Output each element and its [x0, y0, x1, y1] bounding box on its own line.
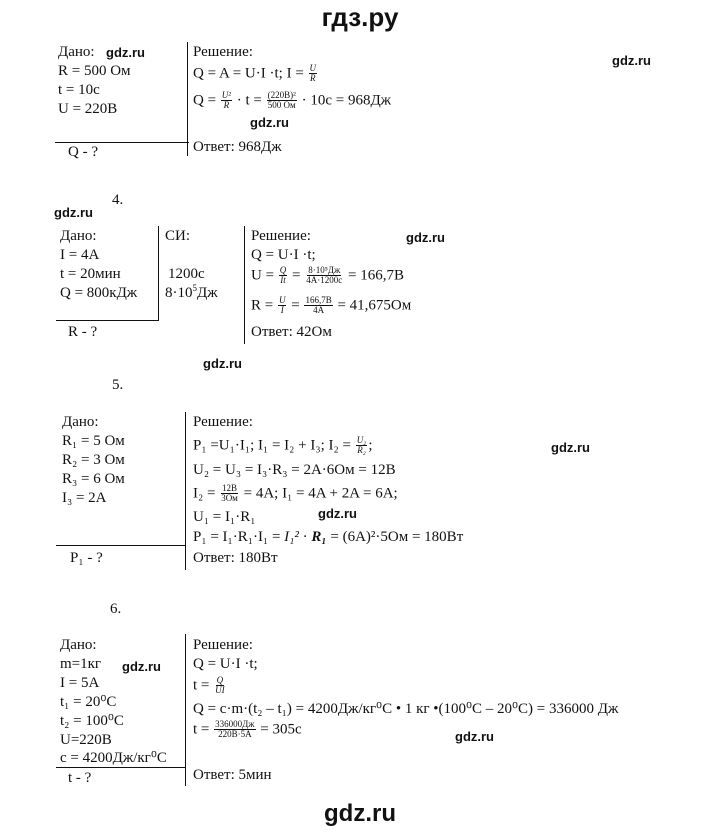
given-value: I = 4A: [60, 247, 100, 263]
formula-text: ·: [298, 529, 312, 545]
fraction: [214, 676, 226, 696]
formula-text: = (6A)²·5Ом = 180Вт: [326, 529, 464, 545]
formula-line: Q = U·I ·t;: [193, 656, 258, 672]
denominator: 500 Ом: [267, 100, 296, 111]
answer: Ответ: 968Дж: [193, 139, 282, 155]
numerator: Q: [279, 265, 287, 275]
formula-line: [193, 91, 391, 111]
formula-text: t =: [193, 677, 214, 694]
given-value: m=1кг: [60, 656, 102, 672]
denominator: R: [310, 73, 316, 84]
site-footer: gdz.ru: [324, 800, 396, 827]
fraction: [278, 296, 287, 316]
formula-text: Q = A = U·I ·t; I =: [193, 65, 308, 82]
watermark: gdz.ru: [318, 506, 357, 521]
watermark: gdz.ru: [122, 659, 161, 674]
formula-text: I₂ =: [193, 485, 220, 502]
fraction: [356, 436, 368, 456]
formula-text: t =: [193, 721, 214, 738]
si-exponent: 5: [192, 283, 197, 293]
si-text: Дж: [197, 285, 218, 301]
denominator: 4A: [313, 305, 325, 316]
answer: Ответ: 5мин: [193, 767, 272, 783]
watermark: gdz.ru: [203, 356, 242, 371]
formula-line: U₂ = U₃ = I₃·R₃ = 2A·6Ом = 12В: [193, 462, 396, 478]
divider: [56, 767, 186, 768]
watermark: gdz.ru: [250, 115, 289, 130]
formula-line: [193, 720, 302, 740]
watermark: gdz.ru: [455, 729, 494, 744]
find-value: Q - ?: [68, 144, 98, 160]
formula-text: = 41,675Ом: [333, 297, 412, 314]
numerator: U: [309, 63, 317, 73]
solution-label: Решение:: [193, 637, 253, 653]
given-value: R₃ = 6 Ом: [62, 471, 125, 487]
formula-line: [193, 530, 463, 545]
formula-text: I₁²: [284, 529, 299, 545]
fraction: [309, 64, 318, 84]
denominator: R: [223, 100, 230, 111]
divider: [185, 412, 186, 570]
formula-line: [193, 484, 398, 504]
solution-label: Решение:: [251, 228, 311, 244]
fraction: [304, 296, 332, 316]
given-value: Q = 800кДж: [60, 285, 138, 301]
formula-text: U =: [251, 267, 278, 284]
given-value: t₁ = 20⁰С: [60, 694, 117, 710]
fraction: [220, 484, 239, 504]
numerator: (220В)²: [267, 90, 296, 100]
given-value: R₁ = 5 Ом: [62, 433, 125, 449]
site-header: гдз.ру: [321, 2, 399, 32]
formula-text: =: [287, 297, 304, 314]
si-value: [165, 283, 218, 301]
given-value: I = 5A: [60, 675, 100, 691]
formula-text: Q =: [193, 92, 220, 109]
divider: [185, 634, 186, 786]
divider: [55, 142, 189, 143]
formula-line: Q = c·m·(t₂ – t₁) = 4200Дж/кг⁰С • 1 кг •(100⁰С – 20⁰С) = 336000 Дж: [193, 701, 619, 717]
si-label: СИ:: [165, 228, 191, 244]
given-value: I₃ = 2A: [62, 490, 107, 506]
formula-line: [193, 64, 318, 84]
formula-text: R₁: [311, 529, 327, 545]
fraction: [221, 91, 232, 111]
formula-line: Q = U·I ·t;: [251, 247, 316, 263]
numerator: U₂: [356, 435, 367, 445]
si-text: 8·10: [165, 285, 193, 301]
denominator: 220В·5A: [218, 729, 252, 740]
numerator: U: [278, 295, 286, 305]
given-label: Дано:: [58, 44, 95, 60]
solution-label: Решение:: [193, 44, 253, 60]
numerator: 12В: [222, 483, 238, 493]
divider: [56, 320, 158, 321]
answer: Ответ: 42Ом: [251, 324, 332, 340]
formula-text: · t =: [233, 92, 266, 109]
fraction: [214, 720, 255, 740]
watermark: gdz.ru: [612, 53, 651, 68]
denominator: It: [280, 275, 286, 286]
given-label: Дано:: [60, 228, 97, 244]
find-value: t - ?: [68, 770, 92, 786]
si-value: 1200с: [168, 266, 205, 282]
numerator: 336000Дж: [215, 719, 255, 729]
formula-line: [193, 436, 373, 456]
given-value: t = 20мин: [60, 266, 121, 282]
given-value: R₂ = 3 Ом: [62, 452, 125, 468]
numerator: 166,7В: [305, 295, 332, 305]
formula-text: · 10с = 968Дж: [297, 92, 392, 109]
solution-label: Решение:: [193, 414, 253, 430]
problem-number: 4.: [112, 192, 124, 208]
formula-line: U₁ = I₁·R₁: [193, 509, 256, 525]
problem-number: 6.: [110, 601, 122, 617]
divider: [158, 226, 159, 321]
denominator: 4A·1200с: [306, 275, 343, 286]
divider: [187, 42, 188, 156]
fraction: [267, 91, 297, 111]
watermark: gdz.ru: [551, 440, 590, 455]
formula-text: ;: [368, 437, 373, 454]
denominator: R₂: [357, 445, 366, 456]
find-value: R - ?: [68, 324, 98, 340]
watermark: gdz.ru: [406, 230, 445, 245]
formula-line: [251, 296, 411, 316]
formula-text: P₁ =U₁·I₁; I₁ = I₂ + I₃; I₂ =: [193, 437, 355, 454]
find-value: P₁ - ?: [70, 550, 103, 566]
given-value: R = 500 Ом: [58, 63, 131, 79]
given-value: с = 4200Дж/кг⁰С: [60, 750, 167, 766]
fraction: [279, 266, 288, 286]
formula-line: [193, 676, 227, 696]
given-label: Дано:: [60, 637, 97, 653]
divider: [244, 226, 245, 344]
formula-text: = 4A; I₁ = 4A + 2A = 6A;: [239, 485, 398, 502]
given-label: Дано:: [62, 414, 99, 430]
formula-text: P₁ = I₁·R₁·I₁ =: [193, 529, 285, 545]
given-value: U = 220В: [58, 101, 118, 117]
numerator: Q: [216, 675, 224, 685]
denominator: 3Ом: [221, 493, 238, 504]
numerator: U²: [221, 90, 231, 100]
divider: [56, 545, 186, 546]
formula-text: = 305с: [256, 721, 302, 738]
formula-text: = 166,7В: [344, 267, 404, 284]
watermark: gdz.ru: [54, 205, 93, 220]
given-value: t₂ = 100⁰С: [60, 713, 124, 729]
formula-line: [251, 266, 404, 286]
fraction: [305, 266, 343, 286]
given-value: t = 10с: [58, 82, 100, 98]
given-value: U=220В: [60, 732, 112, 748]
numerator: 8·10⁵Дж: [308, 265, 341, 275]
formula-text: R =: [251, 297, 277, 314]
answer: Ответ: 180Вт: [193, 550, 278, 566]
formula-text: =: [288, 267, 305, 284]
denominator: I: [280, 305, 284, 316]
problem-number: 5.: [112, 377, 124, 393]
watermark: gdz.ru: [106, 45, 145, 60]
denominator: UI: [215, 685, 225, 696]
